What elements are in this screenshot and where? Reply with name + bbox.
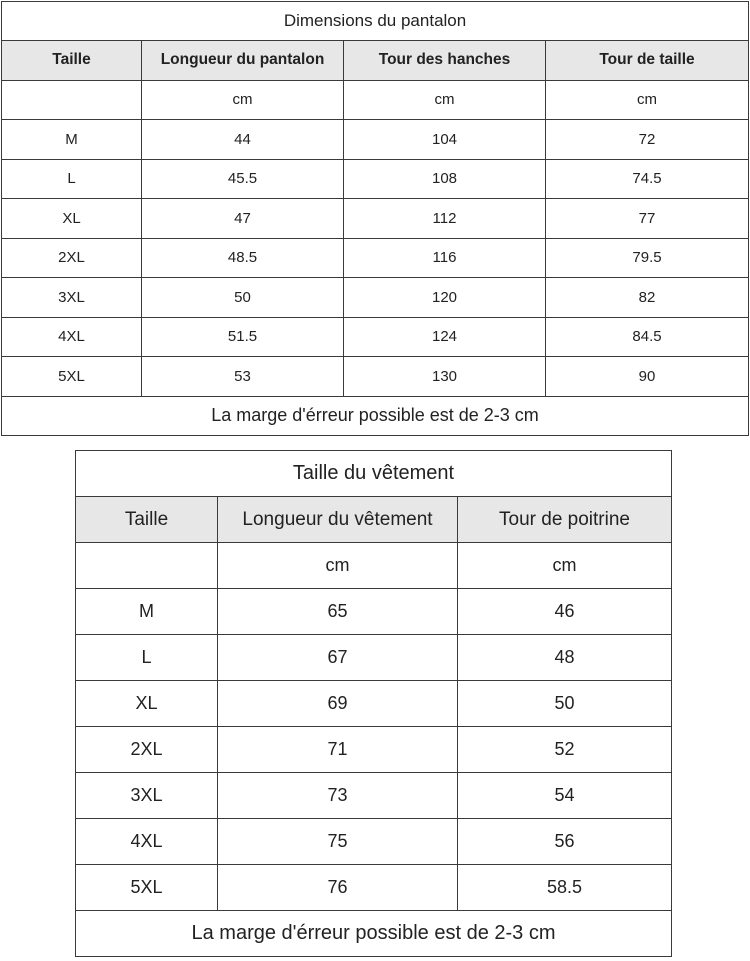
value-cell: 45.5: [142, 159, 344, 199]
value-cell: 90: [546, 357, 749, 397]
size-cell: 5XL: [76, 865, 218, 911]
value-cell: 56: [458, 819, 672, 865]
value-cell: 44: [142, 120, 344, 160]
size-cell: 2XL: [2, 238, 142, 278]
value-cell: 82: [546, 278, 749, 318]
table-row: [76, 865, 672, 911]
size-cell: XL: [2, 199, 142, 239]
table-row: [76, 681, 672, 727]
value-cell: 75: [218, 819, 458, 865]
value-cell: 69: [218, 681, 458, 727]
table-row: [2, 238, 749, 278]
top-units-row: [76, 543, 672, 589]
value-cell: 50: [142, 278, 344, 318]
value-cell: 76: [218, 865, 458, 911]
top-header-chest: Tour de poitrine: [458, 497, 672, 543]
table-row: [2, 199, 749, 239]
value-cell: 112: [344, 199, 546, 239]
units-cell: cm: [218, 543, 458, 589]
pants-header-waist: Tour de taille: [546, 41, 749, 81]
units-cell: [2, 80, 142, 120]
top-error-margin-note: La marge d'érreur possible est de 2-3 cm: [76, 911, 672, 957]
top-header-length: Longueur du vêtement: [218, 497, 458, 543]
pants-header-hips: Tour des hanches: [344, 41, 546, 81]
size-cell: 2XL: [76, 727, 218, 773]
value-cell: 48: [458, 635, 672, 681]
value-cell: 84.5: [546, 317, 749, 357]
size-cell: 4XL: [2, 317, 142, 357]
value-cell: 51.5: [142, 317, 344, 357]
size-cell: 3XL: [2, 278, 142, 318]
value-cell: 73: [218, 773, 458, 819]
size-cell: 4XL: [76, 819, 218, 865]
value-cell: 77: [546, 199, 749, 239]
value-cell: 124: [344, 317, 546, 357]
pants-size-table: [1, 1, 749, 436]
units-cell: cm: [142, 80, 344, 120]
size-cell: M: [2, 120, 142, 160]
value-cell: 72: [546, 120, 749, 160]
pants-table-title: Dimensions du pantalon: [2, 2, 749, 41]
units-cell: cm: [458, 543, 672, 589]
pants-error-margin-note: La marge d'érreur possible est de 2-3 cm: [2, 396, 749, 436]
table-row: [2, 278, 749, 318]
value-cell: 65: [218, 589, 458, 635]
value-cell: 79.5: [546, 238, 749, 278]
size-cell: L: [2, 159, 142, 199]
value-cell: 120: [344, 278, 546, 318]
value-cell: 58.5: [458, 865, 672, 911]
table-row: [76, 727, 672, 773]
value-cell: 67: [218, 635, 458, 681]
size-cell: 3XL: [76, 773, 218, 819]
table-row: [76, 635, 672, 681]
value-cell: 50: [458, 681, 672, 727]
table-row: [76, 589, 672, 635]
value-cell: 47: [142, 199, 344, 239]
value-cell: 71: [218, 727, 458, 773]
pants-header-size: Taille: [2, 41, 142, 81]
size-cell: M: [76, 589, 218, 635]
value-cell: 104: [344, 120, 546, 160]
value-cell: 46: [458, 589, 672, 635]
units-cell: cm: [344, 80, 546, 120]
value-cell: 54: [458, 773, 672, 819]
table-row: [2, 317, 749, 357]
value-cell: 53: [142, 357, 344, 397]
top-size-table: [75, 450, 672, 957]
pants-units-row: [2, 80, 749, 120]
units-cell: cm: [546, 80, 749, 120]
value-cell: 116: [344, 238, 546, 278]
table-row: [76, 819, 672, 865]
units-cell: [76, 543, 218, 589]
size-cell: L: [76, 635, 218, 681]
top-table-title: Taille du vêtement: [76, 451, 672, 497]
value-cell: 130: [344, 357, 546, 397]
value-cell: 48.5: [142, 238, 344, 278]
pants-header-length: Longueur du pantalon: [142, 41, 344, 81]
value-cell: 74.5: [546, 159, 749, 199]
value-cell: 52: [458, 727, 672, 773]
table-row: [2, 159, 749, 199]
table-row: [2, 357, 749, 397]
top-header-size: Taille: [76, 497, 218, 543]
value-cell: 108: [344, 159, 546, 199]
table-row: [2, 120, 749, 160]
size-cell: 5XL: [2, 357, 142, 397]
table-row: [76, 773, 672, 819]
size-cell: XL: [76, 681, 218, 727]
